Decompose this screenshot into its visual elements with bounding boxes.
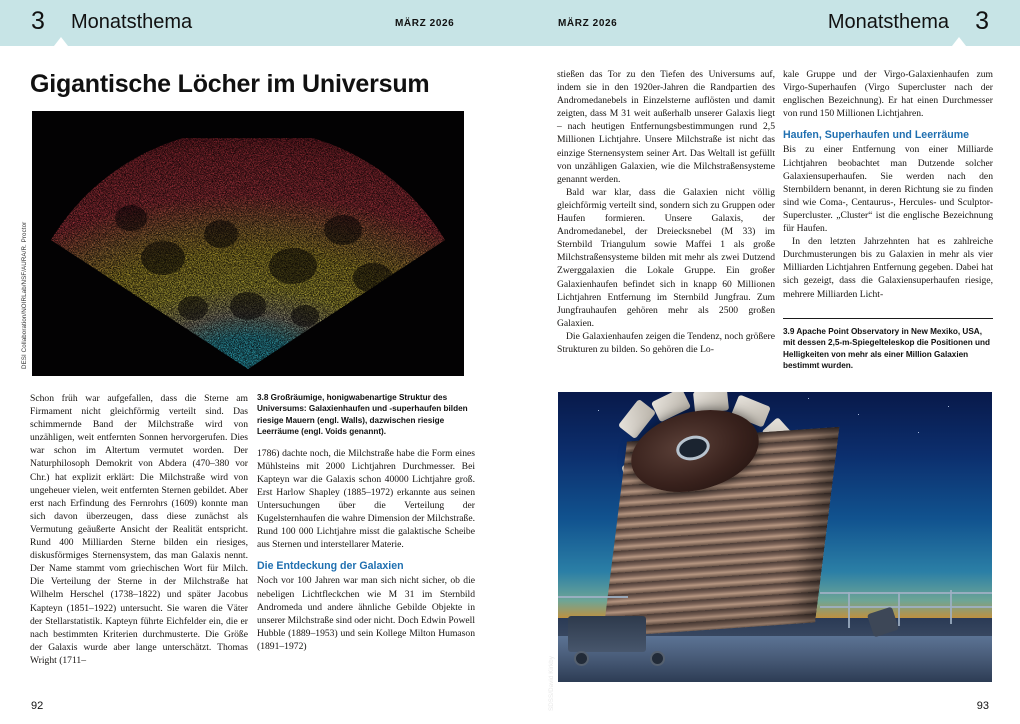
subheading-die-entdeckung-der-galaxien: Die Entdeckung der Galaxien <box>257 560 404 573</box>
text-column-1 <box>30 392 248 682</box>
paragraph: Bis zu einer Entfernung von einer Milliarde Lichtjahren beobachtet man Dutzende solcher Galaxiensuperhaufen. Sie werden nach den Sternbildern benannt, in deren Richtung sie zu finden sind wie Coma-, Centaurus-, Hercules- und Sculptor-Supercluster. „Cluster“ ist die englische Bezeichnung für Haufen. <box>783 144 993 235</box>
header-right-chapter-number: 3 <box>975 7 989 35</box>
header-notch-left-icon <box>54 37 68 46</box>
footer-page-number-right: 93 <box>976 700 989 712</box>
caption-divider-rule <box>783 318 993 319</box>
header-bar <box>0 0 1020 46</box>
cosmic-web-svg <box>43 138 453 370</box>
header-left-issue-date: MÄRZ 2026 <box>395 18 455 29</box>
page-gutter <box>510 46 511 724</box>
figure-cosmic-web-credit: DESI Collaboration/NOIRLab/NSF/AURA/R. Proctor <box>21 221 28 369</box>
figure-telescope-caption: 3.9 Apache Point Observatory in New Mexiko, USA, mit dessen 2,5-m-Spiegelteleskop die Positionen und Helligkeiten von mehr als einer Million Galaxien bestimmt wurden. <box>783 327 991 371</box>
header-notch-right-icon <box>952 37 966 46</box>
header-right-issue-date: MÄRZ 2026 <box>558 18 618 29</box>
paragraph: Bald war klar, dass die Galaxien nicht völlig gleichförmig verteilt sind, sondern sich zu Gruppen oder Haufen formieren. Unsere Galaxis, der Andromedanebel, der Dreiecksnebel (M 33) im Sternbild Triangulum sowie Maffei 1 als große Milchstraßensysteme bilden mit mehr als zwei Dutzend Zwerggalaxien die Lokale Gruppe. Ein großer Galaxienhaufen befindet sich in knapp 60 Millionen Lichtjahren Entfernung im Sternbild Jungfrau. Zum Jungfrauhaufen gehören mehr als 2500 großen Galaxien. <box>557 186 775 329</box>
paragraph: In den letzten Jahrzehnten hat es zahlreiche Durchmusterungen bis zu Galaxien in mehr als vier Milliarden Lichtjahren Entfernung gegeben. Dabei hat sich gezeigt, dass die Galaxiensuperhaufen riesige, mehrere Milliarden Licht- <box>783 236 993 300</box>
paragraph: 1786) dachte noch, die Milchstraße habe die Form eines Mühlsteins mit 2000 Lichtjahren Durchmesser. Bei Kapteyn war die Galaxis schon 40000 Lichtjahre groß. Erst Harlow Shapley (1885–1972) erkannte aus seinen Untersuchungen über die Verteilung der Kugelsternhaufen die wahre Dimension der Milchstraße. Rund 100 000 Lichtjahre misst die galaktische Scheibe aus Sternen und interstellarer Materie. <box>257 447 475 551</box>
header-left-chapter-number: 3 <box>31 7 45 35</box>
paragraph: Die Galaxienhaufen zeigen die Tendenz, noch größere Strukturen zu bilden. So gehören die Lo- <box>557 330 775 355</box>
figure-telescope-credit: SDSS/David Kirkby <box>548 656 555 711</box>
text-column-3 <box>557 68 775 378</box>
paragraph: Schon früh war aufgefallen, dass die Sterne am Firmament nicht gleichförmig verteilt sind. Das schimmernde Band der Milchstraße wird von unzähligen, weit entfernten Sonnen hervorgerufen. Dies war schon im Altertum vermutet worden. Der Naturphilosoph Demokrit von Abdera (470–380 vor Chr.) hat explizit erklärt: Die Milchstraße wird von ungeheuer vielen, weit entfernten Sternen gebildet. Aber erst nach Erfindung des Fernrohrs (1609) konnte man sich davon überzeugen, dass diese zunächst als Vermutung geäußerte Ansicht der Realität entspricht. Rund 400 Milliarden Sterne bilden ein riesiges, diskusförmiges Sternensystem, das man Galaxis nennt. Der Name stammt vom griechischen Wort für Milch. Die Verteilung der Sterne in der Milchstraße hat Wilhelm Herschel (1738–1822) und später Jacobus Kapteyn (1851–1922) untersucht. Sie waren die Väter der Stellarstatistik. Kapteyn führte Eichfelder ein, die er nach bestimmten Kriterien durchmusterte. Die Größe der Galaxis wurde aber lange unterschätzt. Thomas Wright (1711– <box>30 393 248 666</box>
figure-telescope-caption-block <box>783 326 993 372</box>
telescope-service-cart <box>568 616 646 652</box>
paragraph: Noch vor 100 Jahren war man sich nicht sicher, ob die nebeligen Lichtfleckchen wie M 31 im Sternbild Andromeda und andere ähnliche Gebilde Objekte in unserer Milchstraße sind oder nicht. Doch Edwin Powell Hubble (1889–1953) und sein Kollege Milton Humason (1891–1972) <box>257 575 475 652</box>
figure-cosmic-web-caption: 3.8 Großräumige, honigwabenartige Struktur des Universums: Galaxienhaufen und -superhaufen bilden riesige Mauern (engl. Walls), dazwischen riesige Leerräume (engl. Voids genannt). <box>257 393 468 437</box>
footer-page-number-left: 92 <box>31 700 44 712</box>
text-column-2 <box>257 392 475 682</box>
figure-telescope-image <box>558 392 992 682</box>
paragraph: kale Gruppe und der Virgo-Galaxienhaufen zum Virgo-Superhaufen (Virgo Supercluster nach der englischen Bezeichnung). Er hat einen Durchmesser von rund 150 Millionen Lichtjahren. <box>783 69 993 120</box>
subheading-haufen-superhaufen-und-leerraeume: Haufen, Superhaufen und Leerräume <box>783 129 970 142</box>
header-left-section-title: Monatsthema <box>71 11 193 33</box>
header-right-section-title: Monatsthema <box>827 11 949 33</box>
article-headline: Gigantische Löcher im Universum <box>30 70 430 98</box>
figure-cosmic-web-image <box>32 111 464 376</box>
paragraph: stießen das Tor zu den Tiefen des Universums auf, indem sie in den 1920er-Jahren die Randpartien des Andromedanebels in Einzelsterne auflösten und damit zeigten, dass M 31 weit außerhalb unserer Galaxis liegt – nach heutigen Entfernungsbestimmungen rund 2,5 Millionen Lichtjahre. Unsere Milchstraße ist nicht das einzige Sternensystem seiner Art. Das Weltall ist gefüllt von unzähligen Galaxien, wie die Milchstraßensysteme genannt werden. <box>557 69 775 185</box>
